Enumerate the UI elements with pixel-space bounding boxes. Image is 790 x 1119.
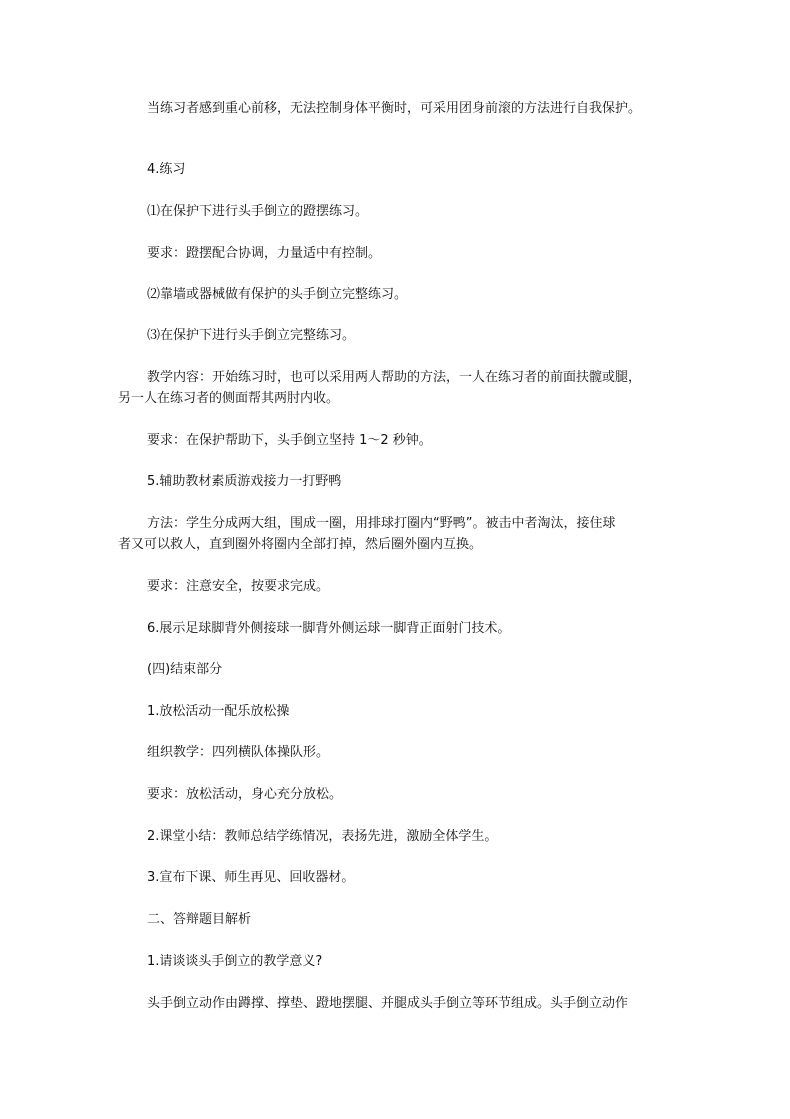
heading-practice: 4.练习 [147,162,186,177]
practice-item-3: ⑶在保护下进行头手倒立完整练习。 [147,328,356,343]
method-line-2: 者又可以救人，直到圈外将圈内全部打掉，然后圈外圈内互换。 [118,537,483,552]
requirement-3: 要求：注意安全，按要求完成。 [147,579,330,594]
organization: 组织教学：四列横队体操队形。 [147,745,330,760]
heading-football-demo: 6.展示足球脚背外侧接球一脚背外侧运球一脚背正面射门技术。 [147,621,511,636]
teaching-content-line-1: 教学内容：开始练习时，也可以采用两人帮助的方法，一人在练习者的前面扶髋或腿， [147,370,642,385]
section-ending: (四)结束部分 [147,662,223,677]
practice-item-2: ⑵靠墙或器械做有保护的头手倒立完整练习。 [147,287,408,302]
method-line-1: 方法：学生分成两大组，围成一圈，用排球打圈内“野鸭”。被击中者淘汰，接住球 [147,516,616,531]
requirement-4: 要求：放松活动，身心充分放松。 [147,787,343,802]
class-summary: 2.课堂小结：教师总结学练情况，表扬先进，激励全体学生。 [147,829,498,844]
requirement-1: 要求：蹬摆配合协调，力量适中有控制。 [147,246,382,261]
paragraph-self-protection: 当练习者感到重心前移，无法控制身体平衡时，可采用团身前滚的方法进行自我保护。 [147,101,642,116]
heading-game: 5.辅助教材素质游戏接力一打野鸭 [147,474,342,489]
teaching-content-line-2: 另一人在练习者的侧面帮其两肘内收。 [118,391,340,406]
question-1: 1.请谈谈头手倒立的教学意义? [147,954,323,969]
practice-item-1: ⑴在保护下进行头手倒立的蹬摆练习。 [147,204,369,219]
answer-1-line-1: 头手倒立动作由蹲撑、撑垫、蹬地摆腿、并腿成头手倒立等环节组成。头手倒立动作 [147,996,629,1011]
section-defense-analysis: 二、答辩题目解析 [147,912,252,927]
dismissal: 3.宣布下课、师生再见、回收器材。 [147,870,355,885]
requirement-2: 要求：在保护帮助下，头手倒立坚持 1～2 秒钟。 [147,433,432,448]
heading-relaxation: 1.放松活动一配乐放松操 [147,704,290,719]
